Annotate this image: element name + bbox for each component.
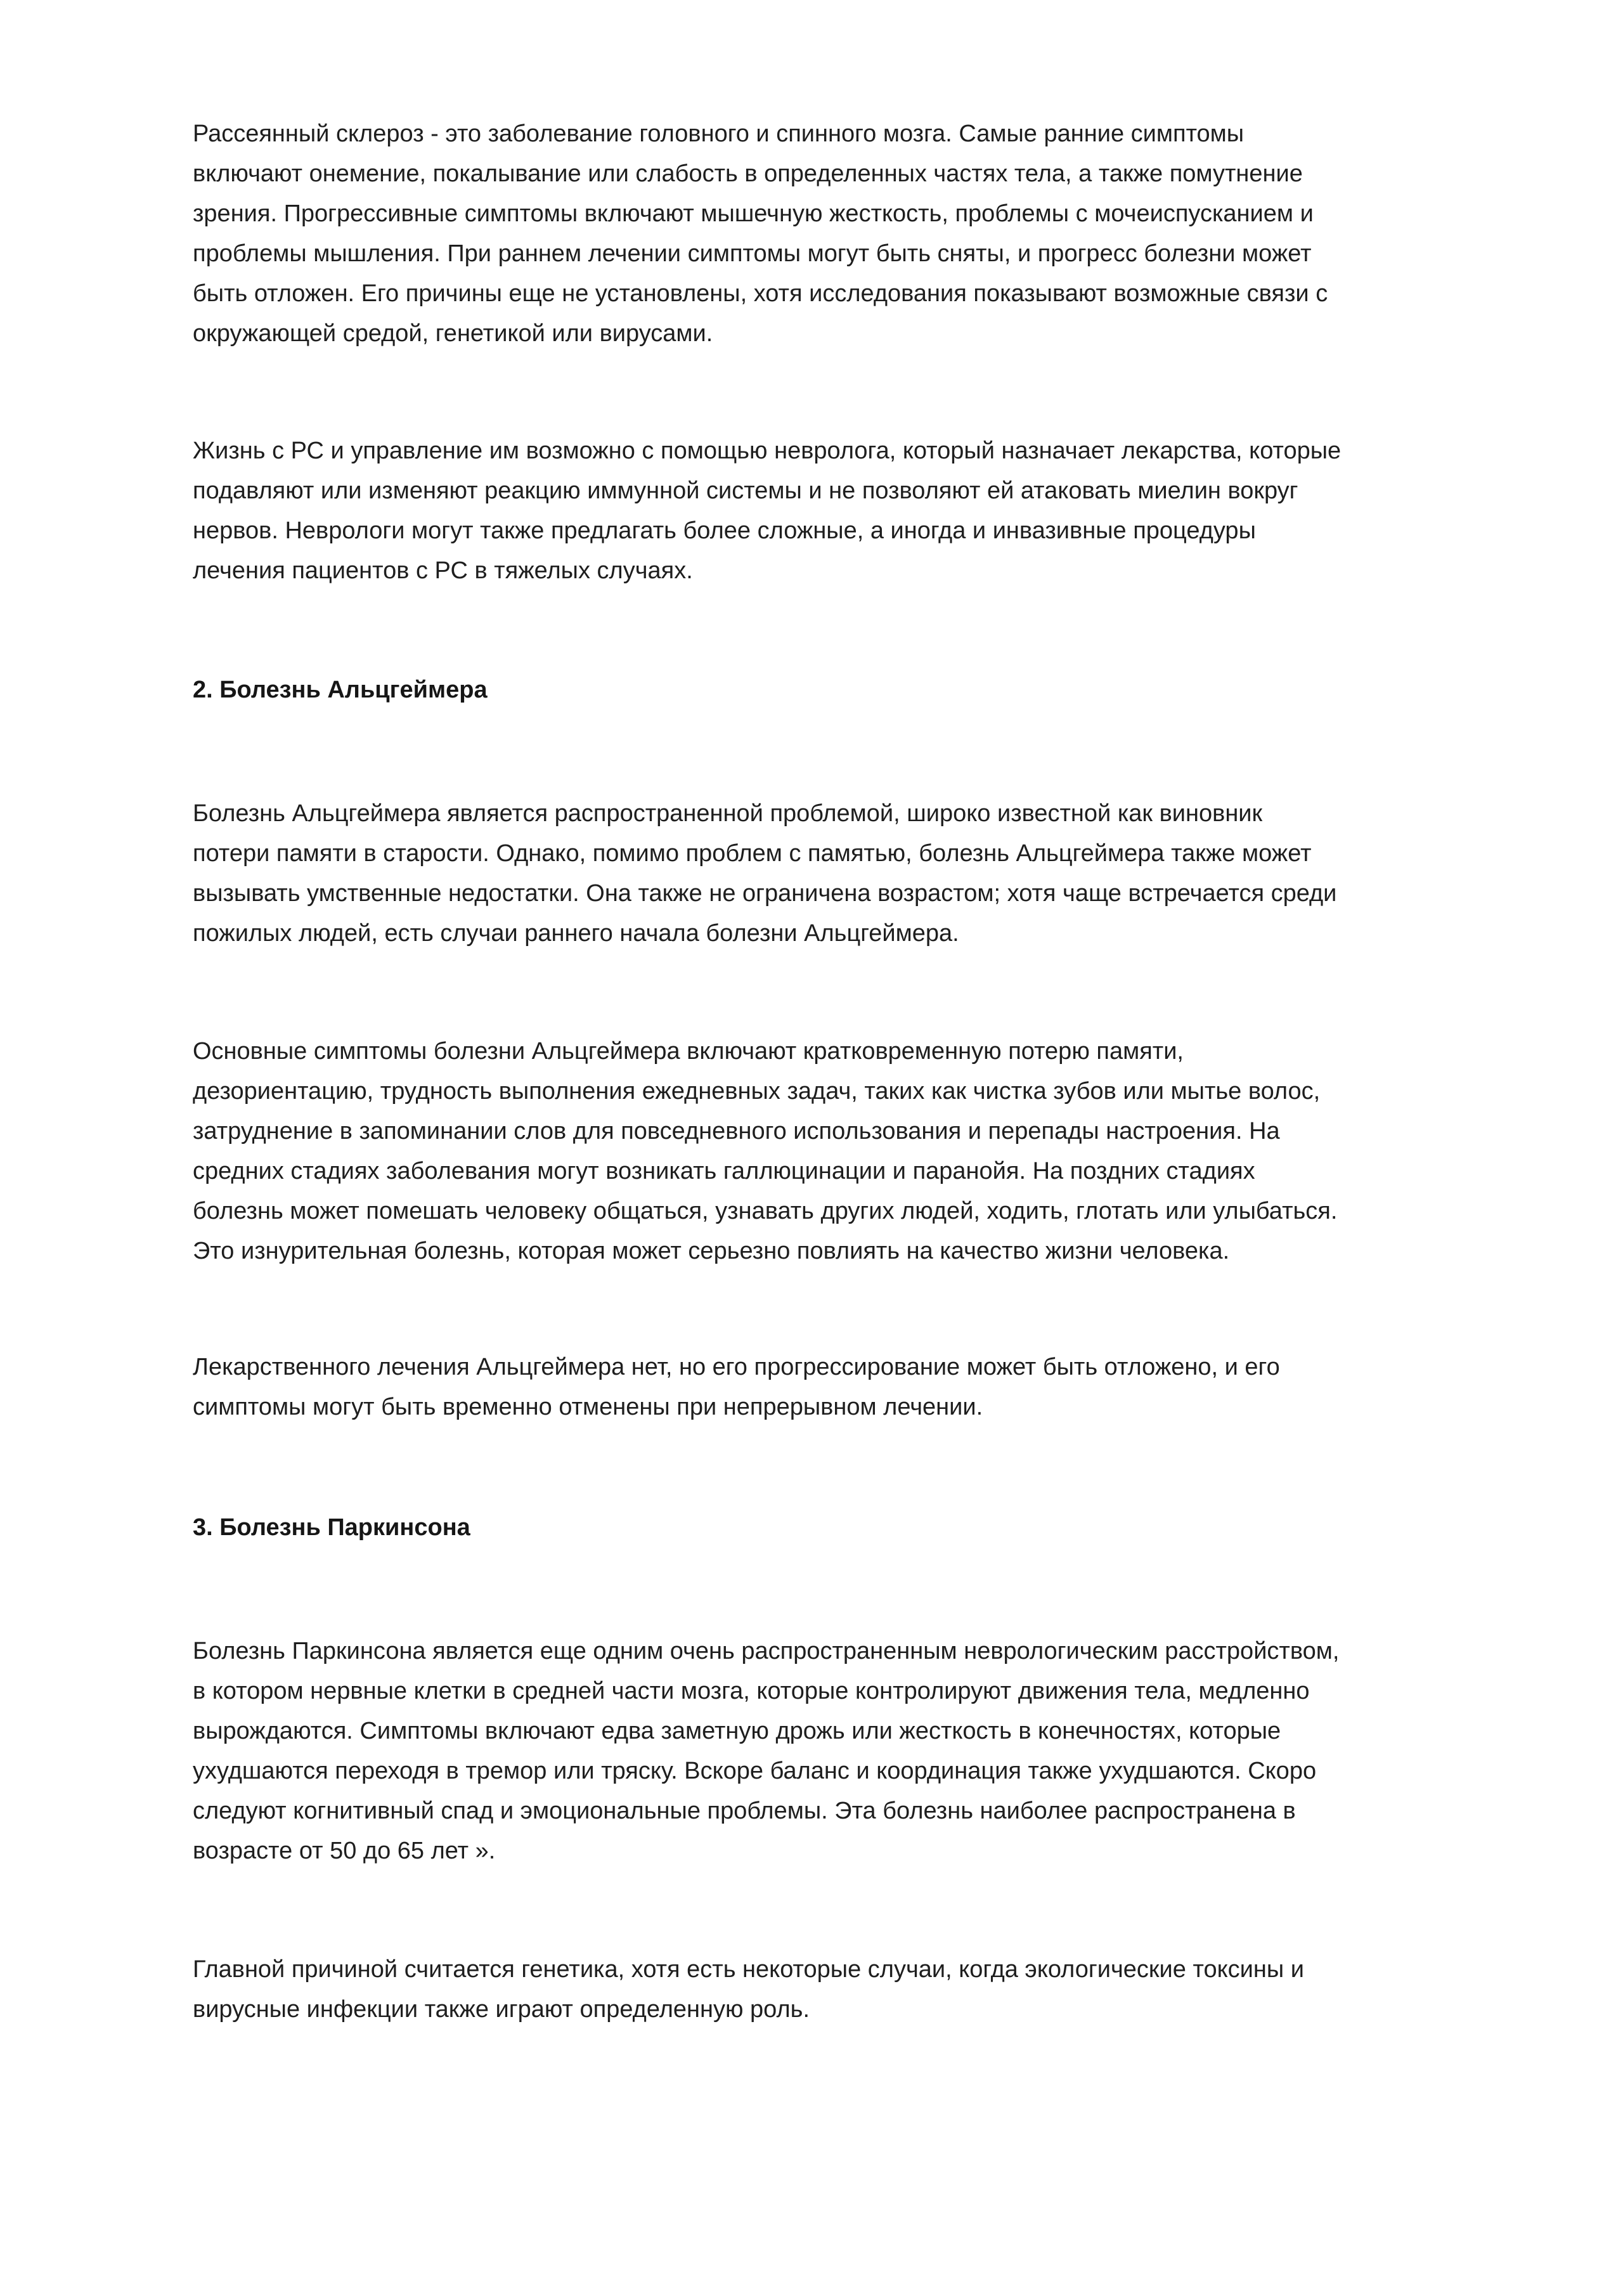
- text-line: в котором нервные клетки в средней части мозга, которые контролируют движения тела, медленно: [193, 1678, 1310, 1704]
- text-line: подавляют или изменяют реакцию иммунной системы и не позволяют ей атаковать миелин вокруг: [193, 477, 1298, 504]
- text-line: вызывать умственные недостатки. Она также не ограничена возрастом; хотя чаще встречается среди: [193, 880, 1337, 907]
- paragraph-alzheimers-intro: [193, 794, 1511, 954]
- text-line: нервов. Неврологи могут также предлагать более сложные, а иногда и инвазивные процедуры: [193, 517, 1256, 544]
- heading-text: 3. Болезнь Паркинсона: [193, 1514, 470, 1541]
- text-line: возрасте от 50 до 65 лет ».: [193, 1838, 496, 1864]
- text-line: Болезнь Паркинсона является еще одним очень распространенным неврологическим расстройством,: [193, 1638, 1340, 1664]
- text-line: включают онемение, покалывание или слабость в определенных частях тела, а также помутнение: [193, 160, 1303, 187]
- text-line: вирусные инфекции также играют определенную роль.: [193, 1996, 810, 2023]
- text-line: окружающей средой, генетикой или вирусами.: [193, 320, 713, 347]
- text-line: Болезнь Альцгеймера является распространенной проблемой, широко известной как виновник: [193, 800, 1263, 827]
- heading-text: 2. Болезнь Альцгеймера: [193, 677, 488, 703]
- paragraph-alzheimers-treatment: [193, 1347, 1511, 1427]
- text-line: симптомы могут быть временно отменены при непрерывном лечении.: [193, 1394, 983, 1420]
- text-line: болезнь может помешать человеку общаться, узнавать других людей, ходить, глотать или улыбаться.: [193, 1198, 1338, 1224]
- text-line: вырождаются. Симптомы включают едва заметную дрожь или жесткость в конечностях, которые: [193, 1718, 1281, 1744]
- text-line: лечения пациентов с РС в тяжелых случаях.: [193, 557, 693, 584]
- text-line: потери памяти в старости. Однако, помимо проблем с памятью, болезнь Альцгеймера также может: [193, 840, 1312, 867]
- paragraph-alzheimers-symptoms: [193, 1032, 1511, 1271]
- text-line: Жизнь с РС и управление им возможно с помощью невролога, который назначает лекарства, которые: [193, 438, 1342, 464]
- paragraph-parkinsons-intro: [193, 1631, 1511, 1871]
- text-line: проблемы мышления. При раннем лечении симптомы могут быть сняты, и прогресс болезни может: [193, 240, 1312, 267]
- text-line: затруднение в запоминании слов для повседневного использования и перепады настроения. На: [193, 1118, 1280, 1145]
- text-line: быть отложен. Его причины еще не установлены, хотя исследования показывают возможные связи с: [193, 280, 1328, 307]
- text-line: Основные симптомы болезни Альцгеймера включают кратковременную потерю памяти,: [193, 1038, 1184, 1065]
- text-line: Рассеянный склероз - это заболевание головного и спинного мозга. Самые ранние симптомы: [193, 120, 1245, 147]
- text-line: Это изнурительная болезнь, которая может серьезно повлиять на качество жизни человека.: [193, 1238, 1230, 1264]
- text-line: Лекарственного лечения Альцгеймера нет, но его прогрессирование может быть отложено, и его: [193, 1354, 1280, 1380]
- text-line: зрения. Прогрессивные симптомы включают мышечную жесткость, проблемы с мочеиспусканием и: [193, 200, 1314, 227]
- text-line: ухудшаются переходя в тремор или тряску. Вскоре баланс и координация также ухудшаются. Скоро: [193, 1758, 1317, 1784]
- paragraph-multiple-sclerosis-treatment: [193, 431, 1511, 591]
- text-line: средних стадиях заболевания могут возникать галлюцинации и паранойя. На поздних стадиях: [193, 1158, 1255, 1184]
- paragraph-multiple-sclerosis-intro: [193, 114, 1511, 354]
- section-heading-parkinsons: [193, 1508, 1511, 1548]
- section-heading-alzheimers: [193, 670, 1511, 710]
- text-line: дезориентацию, трудность выполнения ежедневных задач, таких как чистка зубов или мытье волос,: [193, 1078, 1321, 1105]
- paragraph-parkinsons-causes: [193, 1950, 1511, 2030]
- text-line: следуют когнитивный спад и эмоциональные проблемы. Эта болезнь наиболее распространена в: [193, 1798, 1296, 1824]
- text-line: Главной причиной считается генетика, хотя есть некоторые случаи, когда экологические токсины и: [193, 1956, 1304, 1983]
- text-line: пожилых людей, есть случаи раннего начала болезни Альцгеймера.: [193, 920, 959, 947]
